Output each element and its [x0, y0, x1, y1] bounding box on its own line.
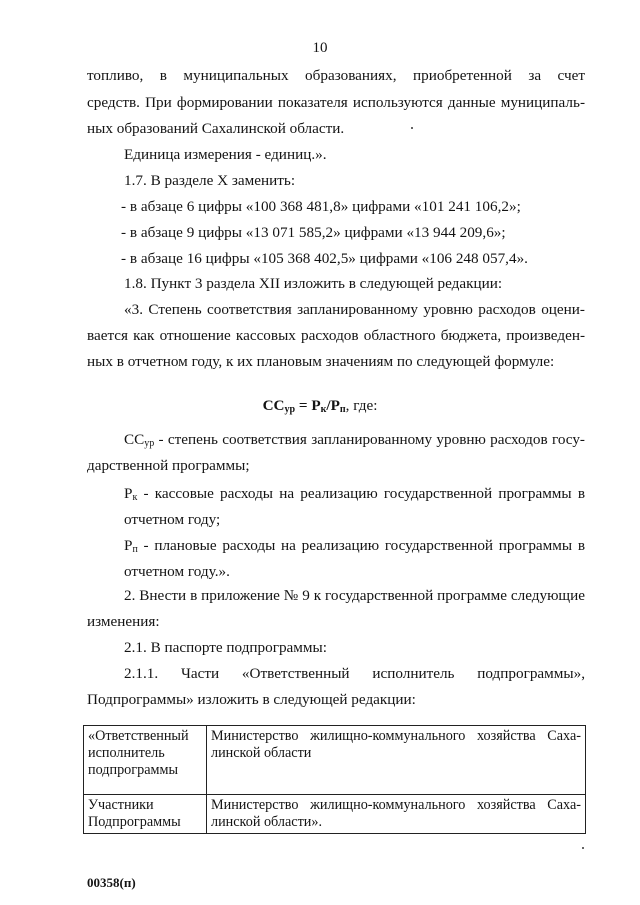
page-number: 10 [312, 40, 328, 56]
body-line: Подпрограммы» изложить в следующей редакции: [87, 691, 416, 708]
section-2-1-heading: 2.1. В паспорте подпрограммы: [124, 639, 327, 656]
formula-cc-sub: ур [284, 404, 296, 415]
formula-pk-sub: к [320, 404, 327, 415]
cell-line: Подпрограммы [88, 814, 181, 830]
body-line: ных образований Сахалинской области. [87, 120, 345, 137]
formula-pp: Р [330, 397, 340, 414]
definition-ccur [87, 430, 585, 476]
body-line: вается как отношение кассовых расходов областного бюджета, произведен- [87, 327, 585, 344]
def-text: отчетном году.». [124, 563, 230, 580]
def-text: - степень соответствия запланированному уровню расходов госу- [154, 431, 585, 448]
section-2-1-1-heading: 2.1.1. Части «Ответственный исполнитель подпрограммы», [124, 665, 585, 682]
table-cell [84, 795, 207, 834]
cell-line: линской области [211, 745, 312, 761]
def-text: дарственной программы; [87, 457, 250, 474]
def-text: - плановые расходы на реализацию государственной программы в [137, 537, 585, 554]
cell-line: Министерство жилищно-коммунального хозяйства Саха- [211, 728, 581, 744]
document-code: 00358(п) [87, 875, 136, 890]
formula [0, 397, 640, 415]
scan-speck [582, 847, 584, 849]
table-cell [84, 726, 207, 795]
formula-tail: , где: [345, 397, 378, 414]
formula-eq: = [295, 397, 312, 414]
body-line: изменения: [87, 613, 160, 630]
section-1-7-heading: 1.7. В разделе X заменить: [124, 172, 296, 189]
table-cell [207, 795, 586, 834]
list-item: - в абзаце 6 цифры «100 368 481,8» цифрами «101 241 106,2»; [121, 198, 521, 215]
body-line: топливо, в муниципальных образованиях, приобретенной за счет [87, 67, 585, 84]
cell-line: Участники [88, 797, 154, 813]
cell-line: линской области». [211, 814, 323, 830]
definition-pk [87, 484, 585, 530]
def-text: отчетном году; [124, 511, 221, 528]
cell-line: исполнитель [88, 745, 165, 761]
body-line: ных в отчетном году, к их плановым значениям по следующей формуле: [87, 353, 555, 370]
def-symbol-sub: п [132, 544, 138, 555]
body-line: Единица измерения - единиц.». [124, 146, 327, 163]
formula-pk: Р [311, 397, 321, 414]
def-symbol: Р [124, 485, 133, 502]
body-line: средств. При формировании показателя используются данные муниципаль- [87, 94, 585, 111]
table-row [84, 726, 586, 795]
table-row [84, 795, 586, 834]
formula-pp-sub: п [339, 404, 346, 415]
formula-slash: / [326, 397, 331, 414]
def-symbol-sub: к [132, 492, 138, 503]
def-symbol: СС [124, 431, 145, 448]
cell-line: «Ответственный [88, 728, 189, 744]
def-symbol-sub: ур [144, 438, 155, 449]
definition-pp [87, 536, 585, 582]
cell-line: Министерство жилищно-коммунального хозяйства Саха- [211, 797, 581, 813]
scan-speck [411, 127, 413, 129]
cell-line: подпрограммы [88, 762, 178, 778]
list-item: - в абзаце 9 цифры «13 071 585,2» цифрами «13 944 209,6»; [121, 224, 506, 241]
responsibility-table [83, 725, 586, 834]
list-item: - в абзаце 16 цифры «105 368 402,5» цифрами «106 248 057,4». [121, 250, 528, 267]
def-symbol: Р [124, 537, 133, 554]
body-line: «3. Степень соответствия запланированному уровню расходов оцени- [124, 301, 585, 318]
formula-cc: СС [262, 397, 285, 414]
def-text: - кассовые расходы на реализацию государственной программы в [137, 485, 585, 502]
section-1-8-heading: 1.8. Пункт 3 раздела XII изложить в следующей редакции: [124, 275, 503, 292]
table-cell [207, 726, 586, 795]
section-2-heading: 2. Внести в приложение № 9 к государственной программе следующие [124, 587, 585, 604]
